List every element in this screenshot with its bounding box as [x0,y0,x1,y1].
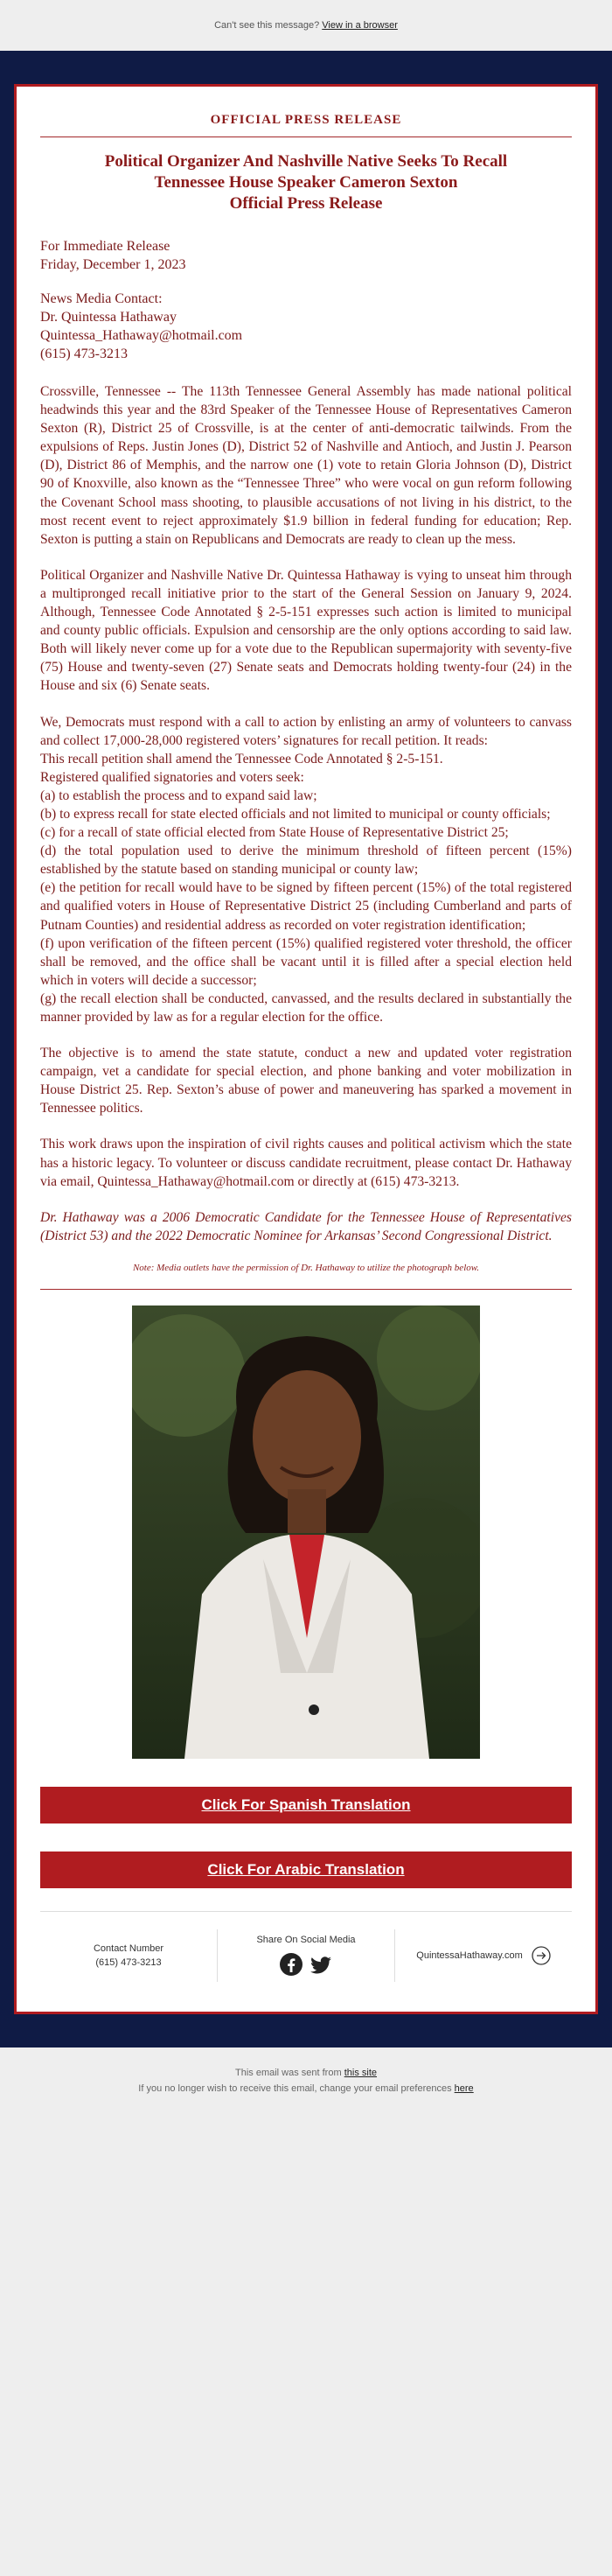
divider [40,1289,572,1290]
petition-block [40,713,572,1027]
sent-from-line [0,2065,612,2081]
bio: Dr. Hathaway was a 2006 Democratic Candidate for the Tennessee House of Representatives (District 53) and the 2022 Democratic Nominee for Arkansas’ Second Congressional District. [40,1209,572,1243]
petition-line: (e) the petition for recall would have to be signed by fifteen percent (15%) of the total registered and qualified voters in House of Representative District 25 (including Cumberland and parts of Putnam Counties) and residential address as recorded on voter registration identification; [40,880,572,933]
preferences-text: If you no longer wish to receive this email, change your email preferences [138,2082,452,2094]
email-footer [0,2048,612,2096]
topbar-text: Can't see this message? [214,20,320,31]
footer-row [40,1911,572,1982]
share-label: Share On Social Media [256,1934,356,1945]
release-info [40,237,572,274]
petition-line: (c) for a recall of state official elected from State House of Representative District 25; [40,825,509,841]
petition-line: (b) to express recall for state elected officials and not limited to municipal or county officials; [40,806,551,822]
photo-note: Note: Media outlets have the permission of Dr. Hathaway to utilize the photograph below. [132,1262,480,1273]
headline-line-3: Official Press Release [229,194,383,213]
paragraph-2: Political Organizer and Nashville Native Dr. Quintessa Hathaway is vying to unseat him through a multipronged recall initiative prior to the start of the General Session on January 9, 2024. Although, Tennessee Code Annotated § 2-5-151 expresses such action is limited to municipal and county public officials. Expulsion and censorship are the only options according to said law. Both will likely never come up for a vote due to the Republican supermajority with seventy-five (75) House and twenty-seven (27) Senate seats and Democrats holding twenty-four (24) in the House and six (6) Senate seats. [40,567,572,694]
view-in-browser-link[interactable]: View in a browser [322,20,398,31]
contact-label: News Media Contact: [40,291,163,306]
email-frame [0,51,612,2048]
petition-line: (f) upon verification of the fifteen percent (15%) qualified registered voter threshold, the officer shall be removed, and the office shall be vacant until it is filled after a special election held which in voters will decide a successor; [40,935,572,988]
sent-from-text: This email was sent from [234,2067,342,2078]
website-link[interactable]: QuintessaHathaway.com [416,1950,523,1961]
contact-number-block [40,1929,218,1982]
media-contact [40,290,572,363]
website-block[interactable] [395,1929,572,1982]
petition-line: Registered qualified signatories and voters seek: [40,769,304,785]
arrow-right-circle-icon[interactable] [532,1946,551,1965]
divider [40,136,572,137]
topbar [0,0,612,51]
headline [40,151,572,214]
contact-name: Dr. Quintessa Hathaway [40,310,177,325]
preferences-link[interactable]: here [454,2082,474,2094]
contact-phone: (615) 473-3213 [40,346,128,361]
portrait-photo [132,1306,480,1759]
twitter-icon[interactable] [309,1952,333,1977]
paragraph-1: Crossville, Tennessee -- The 113th Tennessee General Assembly has made national political headwinds this year and the 83rd Speaker of the Tennessee House of Representatives Cameron Sexton (R), District 25 of Crossville, is at the center of anti-democratic tailwinds. From the expulsions of Reps. Justin Jones (D), District 52 of Nashville and Antioch, and Justin J. Pearson (D), District 86 of Memphis, and the narrow one (1) vote to retain Gloria Johnson (D), District 90 of Knoxville, also known as the “Tennessee Three” who were vocal on gun reform following the Covenant School mass shooting, to plausible accusations of not living in his district, to the most recent event to reject approximately $1.9 billion in federal funding for education; Rep. Sexton is putting a stain on Republicans and Democrats are ready to clean up the mess. [40,384,572,547]
contact-email: Quintessa_Hathaway@hotmail.com [40,328,243,343]
contact-number-label: Contact Number [93,1942,164,1954]
headline-line-2: Tennessee House Speaker Cameron Sexton [154,173,458,192]
contact-number: (615) 473-3213 [95,1956,162,1968]
petition-line: This recall petition shall amend the Tennessee Code Annotated § 2-5-151. [40,751,443,766]
release-date: Friday, December 1, 2023 [40,257,186,272]
paragraph-5: This work draws upon the inspiration of civil rights causes and political activism which the state has a historic legacy. To volunteer or discuss candidate recruitment, please contact Dr. Hathaway via email, Quintessa_Hathaway@hotmail.com or directly at (615) 473-3213. [40,1137,572,1189]
paragraph-3: We, Democrats must respond with a call to action by enlisting an army of volunteers to canvass and collect 17,000-28,000 registered voters’ signatures for recall petition. It reads: [40,714,572,748]
press-release-card [14,84,598,2014]
petition-line: (g) the recall election shall be conducted, canvassed, and the results declared in substantially the manner provided by law as for a regular election for the office. [40,990,572,1025]
social-block [218,1929,395,1982]
this-site-link[interactable]: this site [344,2067,377,2078]
paragraph-4: The objective is to amend the state statute, conduct a new and updated voter registration campaign, vet a candidate for special election, and phone banking and voter mobilization in House District 25. Rep. Sexton’s abuse of power and maneuvering has sparked a movement in Tennessee politics. [40,1046,572,1116]
petition-line: (a) to establish the process and to expand said law; [40,788,317,803]
arabic-translation-button[interactable]: Click For Arabic Translation [40,1852,572,1888]
release-line: For Immediate Release [40,239,170,254]
spanish-translation-button[interactable]: Click For Spanish Translation [40,1787,572,1824]
preferences-line [0,2081,612,2096]
facebook-icon[interactable] [279,1952,303,1977]
petition-line: (d) the total population used to derive the minimum threshold of fifteen percent (15%) established by the statute based on standing municipal or county law; [40,844,572,878]
social-icons [279,1952,333,1977]
headline-line-1: Political Organizer And Nashville Native Seeks To Recall [104,152,508,171]
kicker: OFFICIAL PRESS RELEASE [210,113,402,127]
